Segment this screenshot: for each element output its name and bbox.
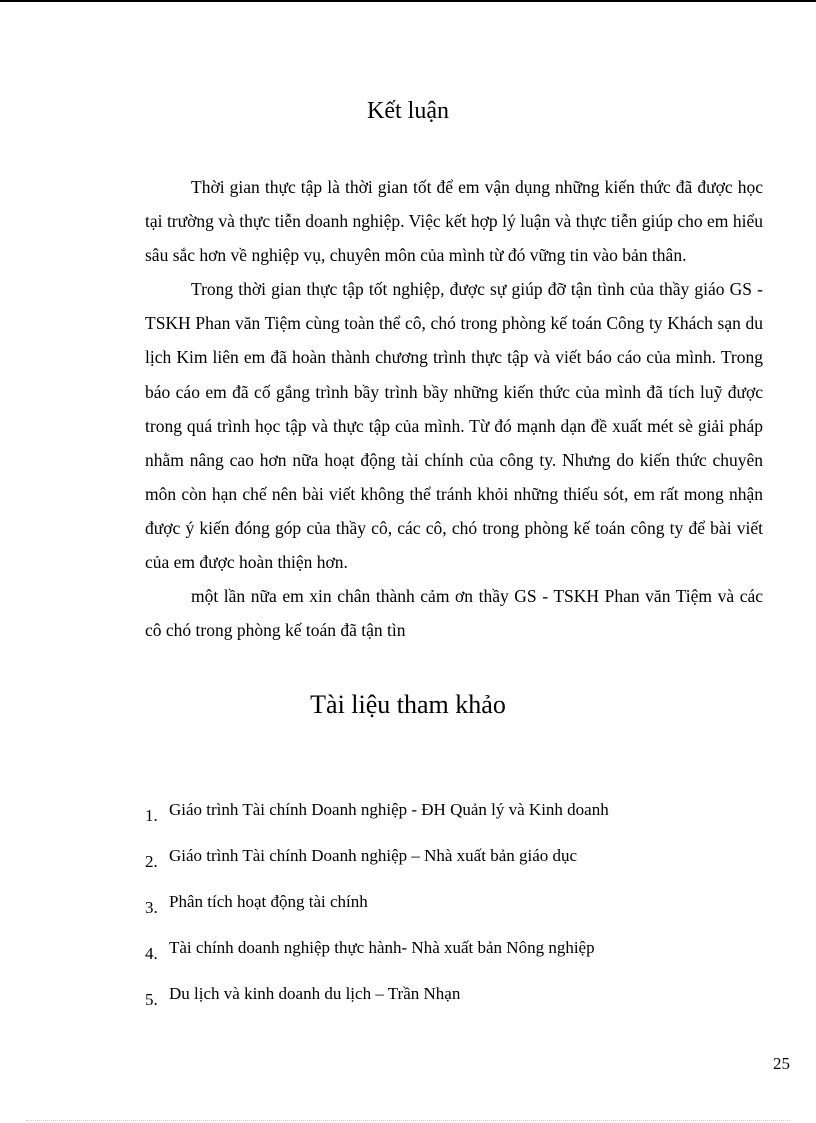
conclusion-paragraph-1: Thời gian thực tập là thời gian tốt để em vận dụng những kiến thức đã được học tại trường và thực tiễn doanh nghiệp. Việc kết hợp lý luận và thực tiễn giúp cho em hiểu sâu sắc hơn về nghiệp vụ, chuyên môn của mình từ đó vững tin vào bản thân. bbox=[145, 177, 763, 266]
conclusion-body bbox=[145, 170, 763, 647]
conclusion-paragraph-2: Trong thời gian thực tập tốt nghiệp, được sự giúp đỡ tận tình của thầy giáo GS - TSKH Phan văn Tiệm cùng toàn thể cô, chó trong phòng kế toán Công ty Khách sạn du lịch Kim liên em đã hoàn thành chương trình thực tập và viết báo cáo của mình. Trong báo cáo em đã cố gắng trình bầy trình bầy những kiến thức của mình đã tích luỹ được trong quá trình học tập và thực tập của mình. Từ đó mạnh dạn đề xuất mét sè giải pháp nhằm nâng cao hơn nữa hoạt động tài chính của công ty. Nhưng do kiến thức chuyên môn còn hạn chế nên bài viết không thể tránh khỏi những thiếu sót, em rất mong nhận được ý kiến đóng góp của thầy cô, các cô, chó trong phòng kế toán công ty để bài viết của em được hoàn thiện hơn. bbox=[145, 279, 763, 573]
reference-item-4 bbox=[145, 938, 765, 984]
conclusion-paragraph-3: một lần nữa em xin chân thành cảm ơn thầy GS - TSKH Phan văn Tiệm và các cô chó trong phòng kế toán đã tận tìn bbox=[145, 586, 763, 641]
reference-number: 1. bbox=[145, 806, 158, 825]
conclusion-heading: Kết luận bbox=[367, 98, 449, 124]
reference-item-3 bbox=[145, 892, 765, 938]
reference-number: 3. bbox=[145, 898, 158, 917]
reference-item-2 bbox=[145, 846, 765, 892]
reference-item-5 bbox=[145, 984, 765, 1030]
reference-number: 2. bbox=[145, 852, 158, 871]
references-list bbox=[145, 800, 765, 1030]
references-heading: Tài liệu tham khảo bbox=[310, 690, 506, 719]
reference-number: 5. bbox=[145, 990, 158, 1009]
reference-text: Tài chính doanh nghiệp thực hành- Nhà xuất bản Nông nghiệp bbox=[169, 938, 595, 957]
bottom-divider bbox=[26, 1120, 790, 1121]
reference-text: Du lịch và kinh doanh du lịch – Trần Nhạn bbox=[169, 984, 461, 1003]
reference-text: Giáo trình Tài chính Doanh nghiệp - ĐH Quản lý và Kinh doanh bbox=[169, 800, 609, 819]
reference-text: Giáo trình Tài chính Doanh nghiệp – Nhà xuất bản giáo dục bbox=[169, 846, 578, 865]
page-number: 25 bbox=[773, 1054, 790, 1073]
top-border bbox=[0, 0, 816, 2]
reference-text: Phân tích hoạt động tài chính bbox=[169, 892, 368, 911]
reference-number: 4. bbox=[145, 944, 158, 963]
reference-item-1 bbox=[145, 800, 765, 846]
